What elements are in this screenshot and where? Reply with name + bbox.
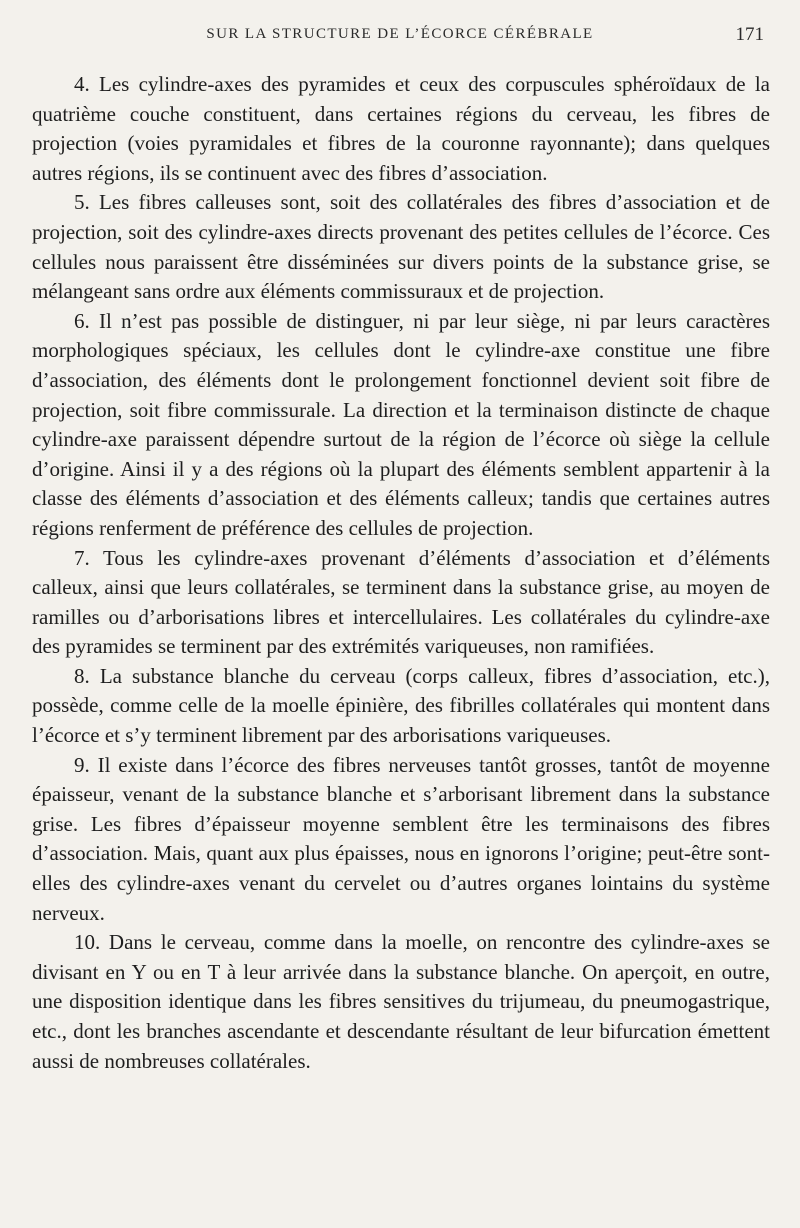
- paragraph-4: 4. Les cylindre-axes des pyramides et ceux des corpuscules sphéroïdaux de la quatrième couche constituent, dans certaines régions du cerveau, les fibres de projection (voies pyramidales et fibres de la couronne rayonnante); dans quelques autres régions, ils se continuent avec des fibres d’association.: [32, 72, 770, 185]
- running-title: SUR LA STRUCTURE DE L’ÉCORCE CÉRÉBRALE: [206, 26, 594, 42]
- paragraph-10: 10. Dans le cerveau, comme dans la moelle, on rencontre des cylindre-axes se divisant en Y ou en T à leur arrivée dans la substance blanche. On aperçoit, en outre, une disposition identique dans les fibres sensitives du trijumeau, du pneumogastrique, etc., dont les branches ascendante et descendante résultant de leur bifurcation émettent aussi de nombreuses collatérales.: [32, 930, 770, 1073]
- paragraph-5: 5. Les fibres calleuses sont, soit des collatérales des fibres d’association et de projection, soit des cylindre-axes directs provenant des petites cellules de l’écorce. Ces cellules nous paraissent être disséminées sur divers points de la substance grise, se mélangeant sans ordre aux éléments commissuraux et de projection.: [32, 190, 770, 304]
- paragraph-9: 9. Il existe dans l’écorce des fibres nerveuses tantôt grosses, tantôt de moyenne épaisseur, venant de la substance blanche et s’arborisant librement dans la substance grise. Les fibres d’épaisseur moyenne semblent être les terminaisons des fibres d’association. Mais, quant aux plus épaisses, nous en ignorons l’origine; peut-être sont-elles des cylindre-axes venant du cervelet ou d’autres organes lointains du système nerveux.: [32, 752, 770, 925]
- paragraph-8: 8. La substance blanche du cerveau (corps calleux, fibres d’association, etc.), possède, comme celle de la moelle épinière, des fibrilles collatérales qui montent dans l’écorce et s’y terminent librement par des arborisations variqueuses.: [32, 663, 770, 748]
- page-header: [30, 22, 770, 52]
- body-text: [32, 70, 770, 1076]
- paragraph-7: 7. Tous les cylindre-axes provenant d’éléments d’association et d’éléments calleux, ainsi que leurs collatérales, se terminent dans la substance grise, au moyen de ramilles ou d’arborisations libres et intercellulaires. Les collatérales du cylindre-axe des pyramides se terminent par des extrémités variqueuses, non ramifiées.: [32, 545, 770, 659]
- paragraph-6: 6. Il n’est pas possible de distinguer, ni par leur siège, ni par leurs caractères morphologiques spéciaux, les cellules dont le cylindre-axe constitue une fibre d’association, des éléments dont le prolongement fonctionnel devient soit fibre de projection, soit fibre commissurale. La direction et la terminaison distincte de chaque cylindre-axe paraissent dépendre surtout de la région de l’écorce où siège la cellule d’origine. Ainsi il y a des régions où la plupart des éléments semblent appartenir à la classe des éléments d’association et des éléments calleux; tandis que certaines autres régions renferment de préférence des cellules de projection.: [32, 308, 770, 540]
- page-number: 171: [735, 24, 764, 45]
